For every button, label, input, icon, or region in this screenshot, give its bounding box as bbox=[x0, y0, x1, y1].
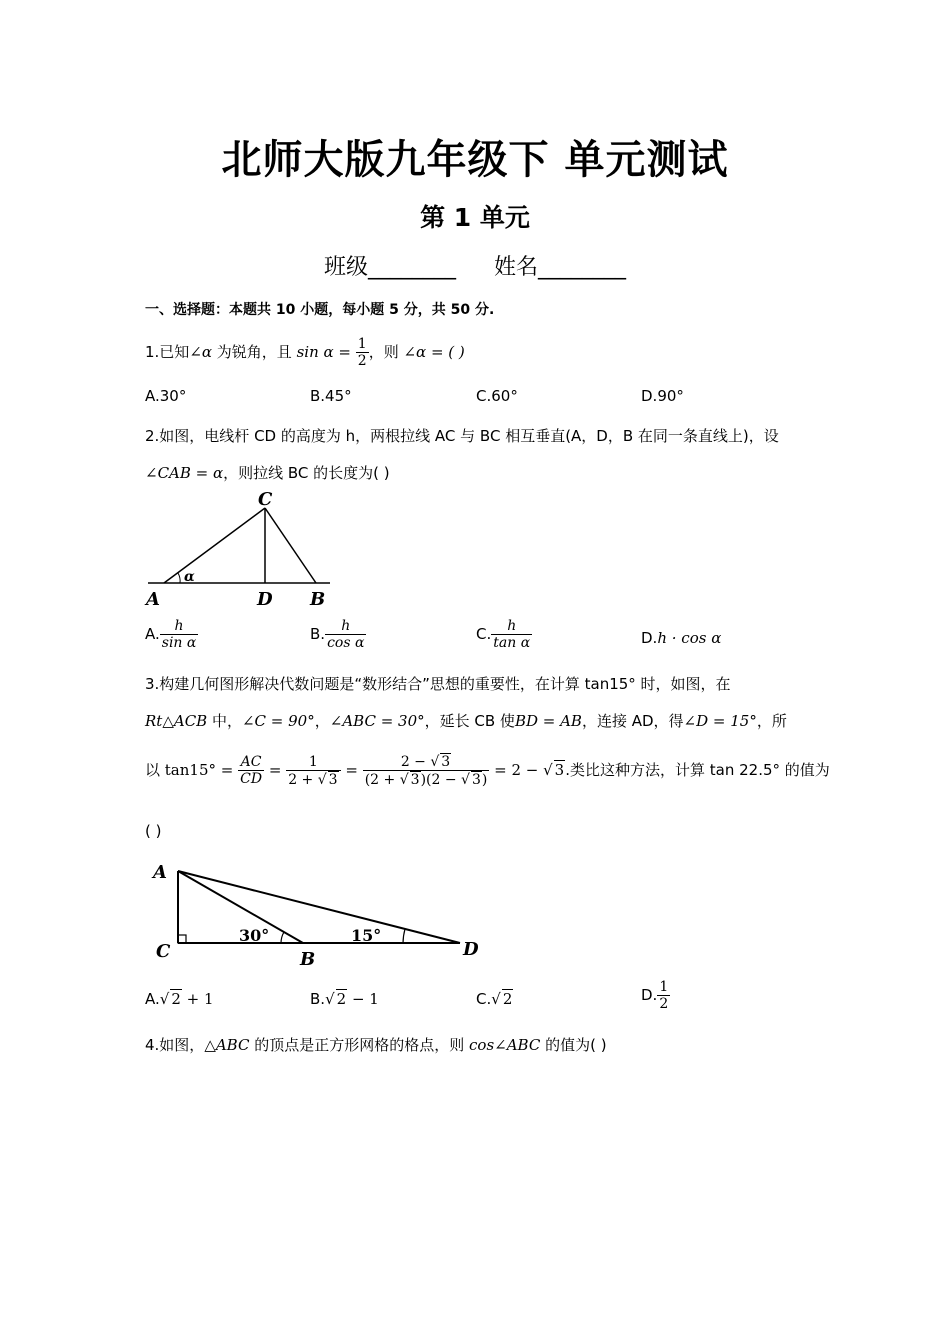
q3-angle-c: ∠C = 90° bbox=[241, 712, 315, 730]
q2-d-expr: h · cos α bbox=[657, 629, 722, 647]
q3-label-30: 30° bbox=[239, 926, 270, 945]
q2-option-c[interactable] bbox=[476, 618, 532, 651]
q3-label-a: A bbox=[153, 862, 167, 883]
q3-f1-num: AC bbox=[238, 754, 264, 771]
q3-tail: .类比这种方法，计算 tan 22.5° 的值为 bbox=[565, 761, 830, 779]
q3-eq1: = bbox=[268, 761, 282, 779]
q2-angle: ∠CAB = α bbox=[145, 464, 224, 482]
q3-text-d: ， bbox=[314, 712, 330, 730]
q3-arc-15 bbox=[403, 929, 405, 943]
q3-a-tail: + 1 bbox=[181, 990, 214, 1008]
question-4 bbox=[145, 1034, 607, 1055]
q3-label-d: D bbox=[463, 939, 479, 960]
q3-option-c[interactable]: C.√ 2 bbox=[476, 990, 513, 1008]
q1-angle: ∠α bbox=[189, 343, 213, 361]
q1-option-a[interactable]: A.30° bbox=[145, 387, 187, 405]
q1-num: 1 bbox=[357, 336, 367, 352]
unit-title: 第 1 单元 bbox=[420, 203, 530, 232]
q3-f2-den-a: 2 + bbox=[288, 771, 318, 788]
q3-bd-ab: BD = AB bbox=[514, 712, 582, 730]
q2-b-den: cos α bbox=[327, 635, 365, 651]
q3-frac-ac-cd bbox=[238, 754, 264, 787]
q3-f3-den-a: (2 + bbox=[364, 772, 400, 788]
q3-option-d[interactable] bbox=[641, 979, 670, 1012]
q3-c-prefix: C. bbox=[476, 990, 492, 1008]
q1-suffix: ，则 bbox=[368, 343, 399, 361]
q2-label-a: A bbox=[146, 589, 160, 610]
q3-f2-num: 1 bbox=[286, 754, 340, 771]
q3-f3-den-root1: 3 bbox=[410, 772, 420, 788]
q2-option-a[interactable] bbox=[145, 618, 198, 651]
q2-line1: 2.如图，电线杆 CD 的高度为 h，两根拉线 AC 与 BC 相互垂直(A，D，B 在同一条直线上)，设 bbox=[145, 427, 779, 445]
q3-f3-num: 2 − √ 3 bbox=[363, 753, 490, 771]
name-label: 姓名________ bbox=[494, 255, 627, 280]
page-title: 北师大版九年级下 单元测试 bbox=[221, 137, 729, 183]
q1-option-b[interactable]: B.45° bbox=[310, 387, 352, 405]
q3-b-tail: − 1 bbox=[347, 990, 379, 1008]
q3-line3: 以 tan15° = $\frac{AC}{CD}$ = $\frac{1}{2 + √ 3}$ = $\frac{2 - √ 3}{(2 + √ 3)(2 - √ 3)}$ = 2 − √ 3.类比这种方法，计算 tan 22.5° 的值为 bbox=[145, 753, 830, 788]
q3-figure bbox=[148, 855, 488, 970]
q3-f2-den: 2 + √ 3 bbox=[288, 771, 338, 788]
q3-f3-den-root2: 3 bbox=[471, 772, 481, 788]
q3-line4: ( ) bbox=[145, 822, 162, 840]
q3-text-b: 中， bbox=[207, 712, 242, 730]
q4-suffix: 的值为( ) bbox=[540, 1036, 607, 1054]
q3-c-root: 2 bbox=[502, 990, 513, 1008]
q1-sin: sin α = bbox=[296, 343, 351, 361]
q2-c-den: tan α bbox=[493, 635, 531, 651]
q2-a-prefix: A. bbox=[145, 625, 160, 643]
q4-mid: 的顶点是正方形网格的格点，则 bbox=[249, 1036, 470, 1054]
q2-a-fraction bbox=[160, 618, 199, 651]
q3-line1: 3.构建几何图形解决代数问题是“数形结合”思想的重要性，在计算 tan15° 时，如图，在 bbox=[145, 675, 731, 693]
q3-result: = 2 − bbox=[494, 761, 544, 779]
q2-b-prefix: B. bbox=[310, 625, 326, 643]
q2-label-d: D bbox=[257, 589, 273, 610]
q3-b-prefix: B. bbox=[310, 990, 326, 1008]
q3-f3-den: (2 + √ 3)(2 − √ 3) bbox=[364, 772, 488, 788]
q2-option-b[interactable] bbox=[310, 618, 366, 651]
q2-a-num: h bbox=[160, 618, 199, 635]
q3-angle-abc: ∠ABC = 30° bbox=[329, 712, 425, 730]
q3-option-a[interactable]: A.√ 2 + 1 bbox=[145, 990, 214, 1008]
q3-a-prefix: A. bbox=[145, 990, 160, 1008]
q2-b-num: h bbox=[325, 618, 366, 635]
q3-f3-den-e: ) bbox=[481, 772, 488, 788]
q3-option-b[interactable]: B.√ 2 − 1 bbox=[310, 990, 379, 1008]
q3-label-b: B bbox=[300, 949, 316, 970]
q3-a-root: 2 bbox=[171, 990, 181, 1008]
q2-d-prefix: D. bbox=[641, 629, 658, 647]
q2-line2 bbox=[145, 462, 390, 483]
q2-option-d[interactable] bbox=[641, 629, 721, 647]
q3-b-root: 2 bbox=[336, 990, 347, 1008]
q1-den: 2 bbox=[357, 353, 367, 369]
q2-line-cb bbox=[265, 508, 316, 583]
q3-right-angle bbox=[178, 935, 186, 943]
q1-answer: ∠α = ( ) bbox=[403, 343, 465, 361]
q3-label-15: 15° bbox=[351, 926, 382, 945]
q4-prefix: 4.如图， bbox=[145, 1036, 205, 1054]
section-heading: 一、选择题：本题共 10 小题，每小题 5 分，共 50 分. bbox=[145, 302, 495, 318]
q3-f2-den-root: 3 bbox=[328, 771, 338, 788]
q2-line-ac bbox=[164, 508, 265, 583]
q2-angle-arc bbox=[178, 573, 180, 583]
class-name-line bbox=[0, 250, 950, 281]
q2-c-num: h bbox=[491, 618, 532, 635]
q3-d-num: 1 bbox=[659, 979, 669, 995]
q2-figure bbox=[140, 488, 340, 613]
q3-text-f: ，延长 CB 使 bbox=[424, 712, 515, 730]
q3-line2 bbox=[145, 710, 787, 731]
q3-d-den: 2 bbox=[659, 996, 669, 1012]
q2-label-b: B bbox=[310, 589, 326, 610]
q2-label-alpha: α bbox=[184, 569, 195, 585]
q3-f1-den: CD bbox=[240, 771, 263, 787]
q3-result-root: 3 bbox=[554, 761, 565, 779]
q3-label-c: C bbox=[156, 941, 171, 962]
q3-f3-num-root: 3 bbox=[441, 754, 451, 770]
q1-mid: 为锐角，且 bbox=[216, 343, 292, 361]
q2-text: ，则拉线 BC 的长度为( ) bbox=[223, 464, 390, 482]
q3-frac-1 bbox=[286, 754, 340, 788]
q3-text-h: ，连接 AD，得 bbox=[581, 712, 684, 730]
q4-cos: cos∠ABC bbox=[469, 1036, 541, 1054]
q3-rt-triangle: Rt△ACB bbox=[145, 712, 208, 730]
q2-c-fraction bbox=[491, 618, 532, 651]
q3-arc-30 bbox=[281, 932, 284, 943]
class-label: 班级________ bbox=[323, 255, 456, 280]
q3-angle-d: ∠D = 15° bbox=[683, 712, 757, 730]
q2-c-prefix: C. bbox=[476, 625, 492, 643]
q2-a-den: sin α bbox=[161, 635, 197, 651]
q3-text-j: ，所 bbox=[756, 712, 787, 730]
q3-d-prefix: D. bbox=[641, 986, 658, 1004]
q3-f3-num-a: 2 − bbox=[400, 754, 431, 770]
q3-tan15: 以 tan15° = bbox=[145, 761, 234, 779]
q2-label-c: C bbox=[258, 489, 273, 510]
q3-d-fraction bbox=[657, 979, 670, 1012]
q2-b-fraction bbox=[325, 618, 366, 651]
q3-eq2: = bbox=[345, 761, 358, 779]
q1-prefix: 1.已知 bbox=[145, 343, 190, 361]
q1-option-d[interactable]: D.90° bbox=[641, 387, 684, 405]
q4-triangle: △ABC bbox=[204, 1036, 250, 1054]
q1-option-c[interactable]: C.60° bbox=[476, 387, 518, 405]
question-1 bbox=[145, 336, 465, 369]
q3-line-ad bbox=[178, 871, 460, 943]
q3-f3-den-c: )(2 − bbox=[420, 772, 462, 788]
q1-fraction bbox=[356, 336, 369, 369]
q3-frac-2 bbox=[363, 753, 490, 788]
